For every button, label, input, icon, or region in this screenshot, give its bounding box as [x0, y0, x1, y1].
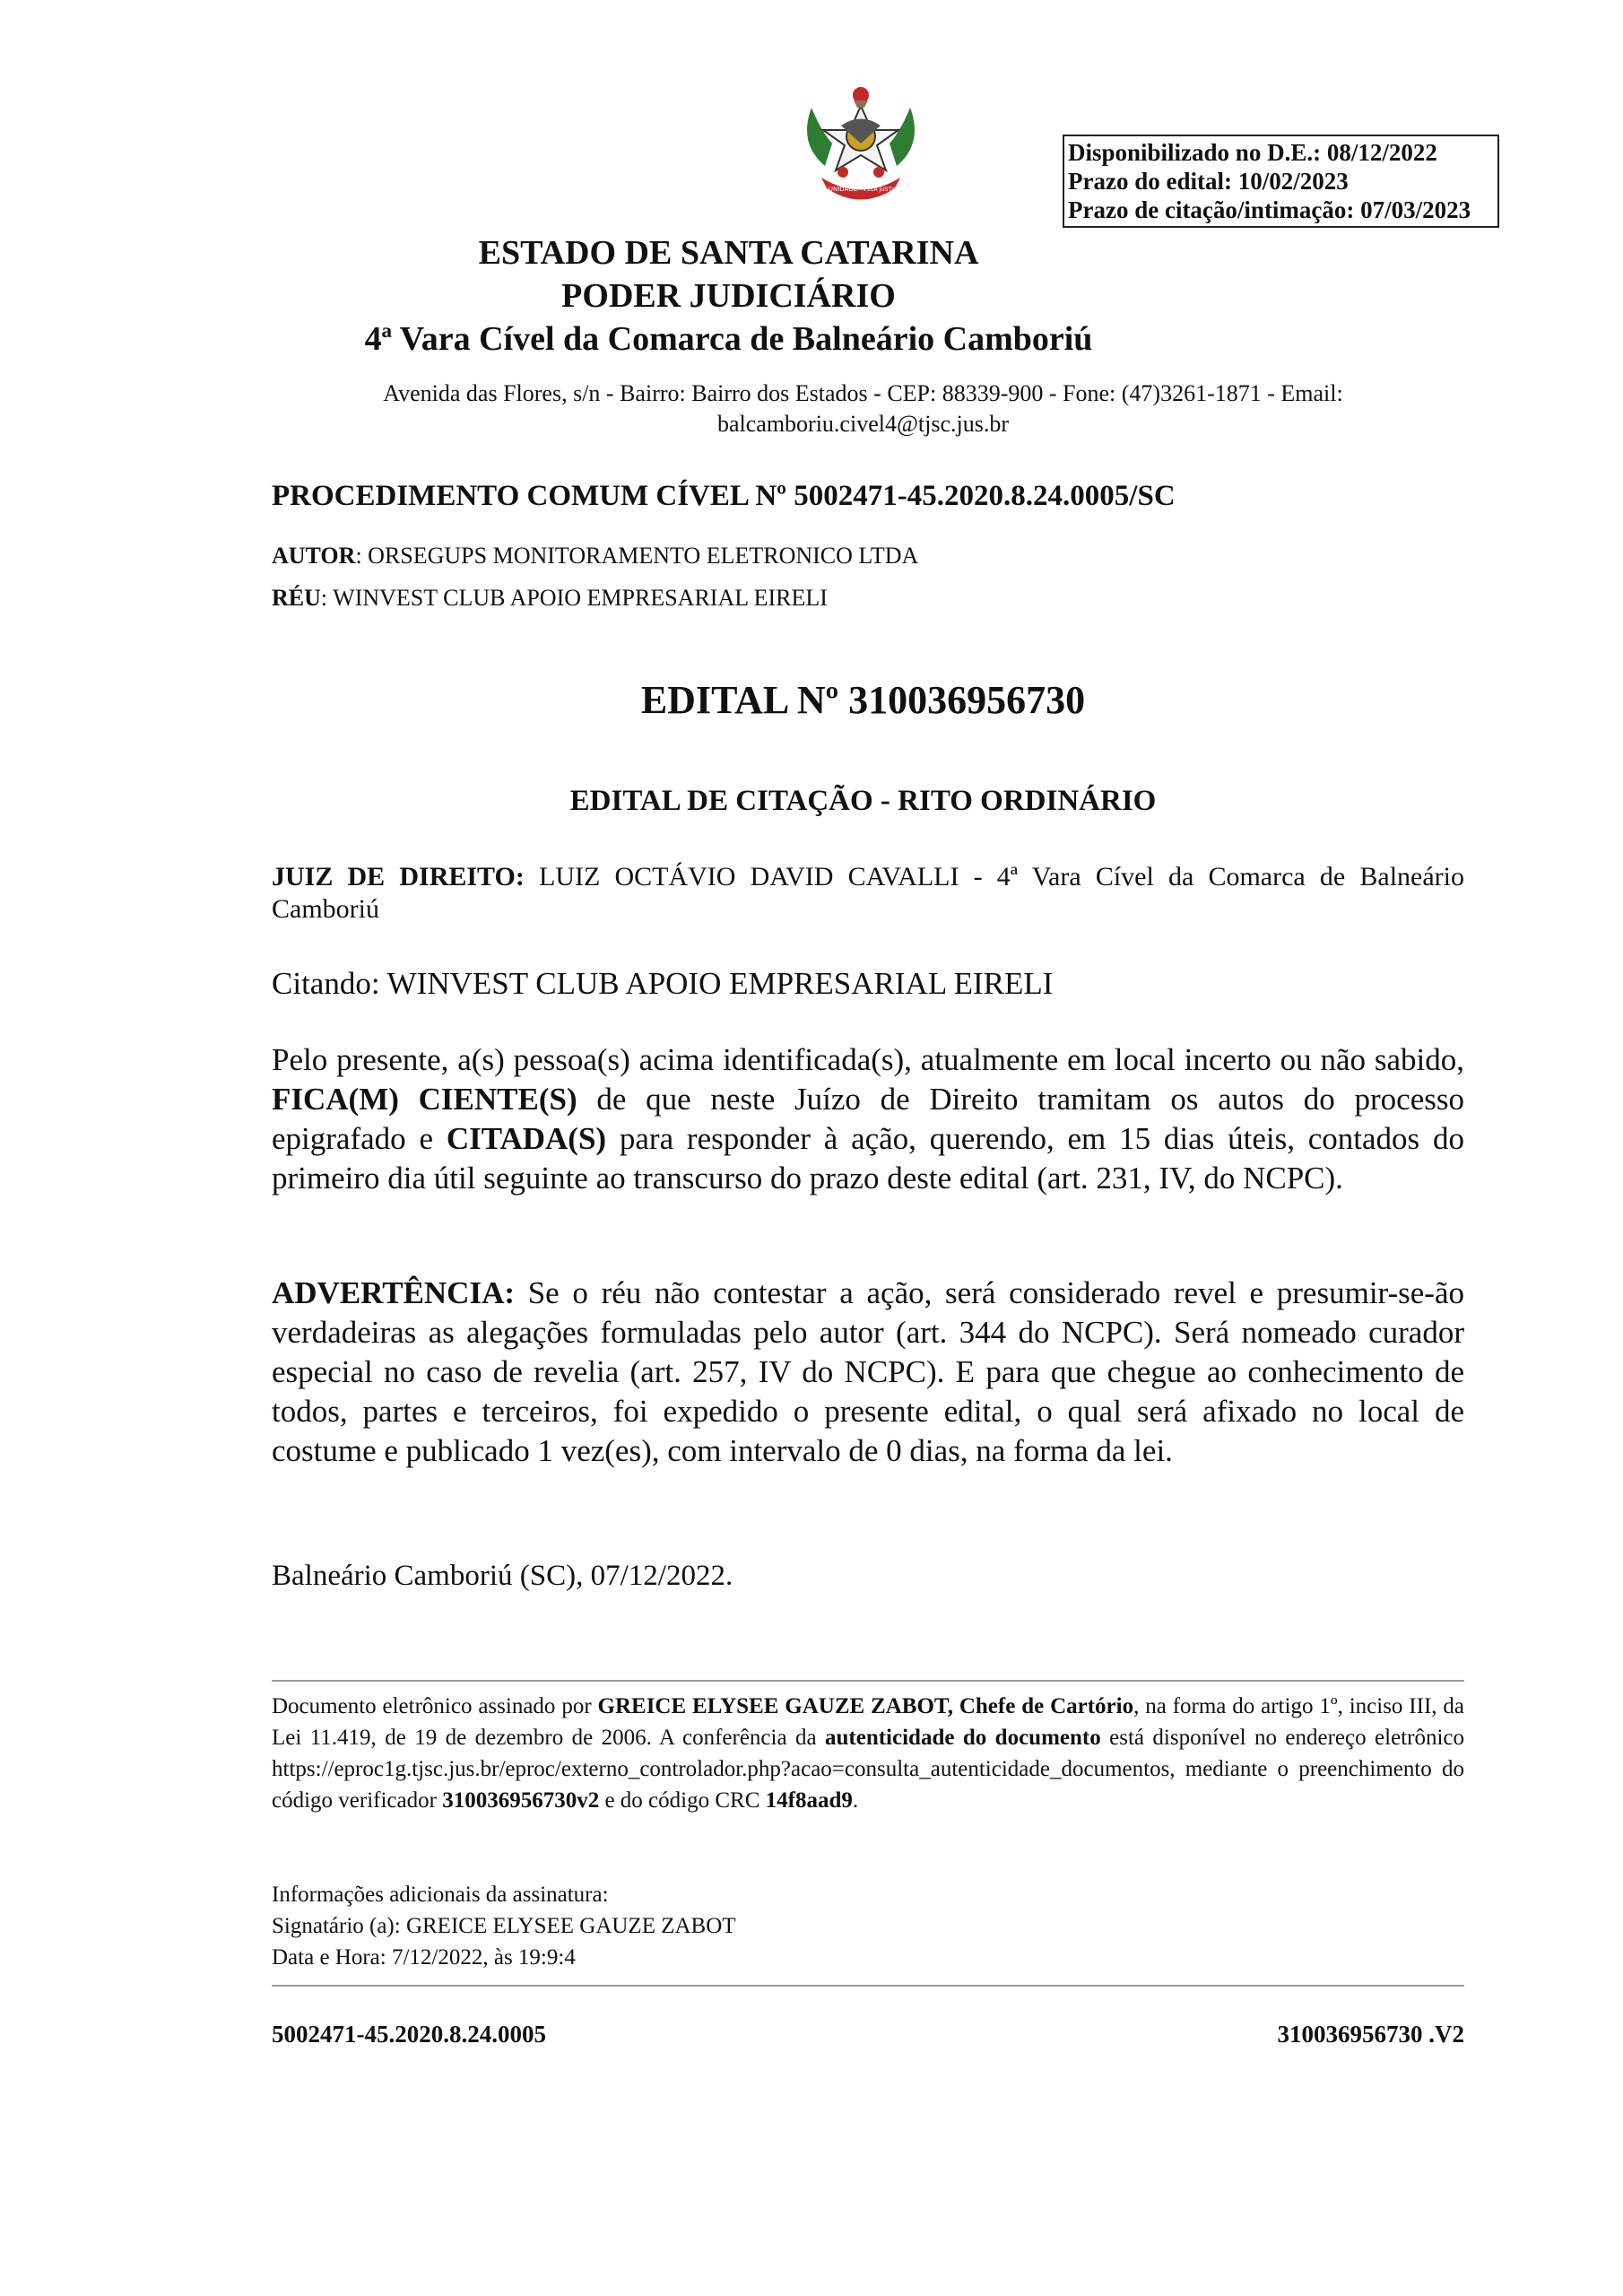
state-name: ESTADO DE SANTA CATARINA: [478, 234, 979, 272]
sig-text-5: .: [852, 1788, 859, 1813]
warning-label: ADVERTÊNCIA:: [272, 1275, 516, 1310]
edital-subtitle: EDITAL DE CITAÇÃO - RITO ORDINÁRIO: [569, 785, 1157, 817]
place-and-date: Balneário Camboriú (SC), 07/12/2022.: [272, 1560, 733, 1592]
judicial-power: PODER JUDICIÁRIO: [561, 277, 896, 315]
court-name: 4ª Vara Cível da Comarca de Balneário Camboriú: [364, 320, 1093, 358]
sig-signatory: Signatário (a): GREICE ELYSEE GAUZE ZABOT: [272, 1914, 736, 1938]
svg-text:UNIDADE: UNIDADE: [828, 186, 858, 193]
sig-text-3: está disponível no endereço eletrônico https://eproc1g.tjsc.jus.br/eproc/externo_controlador.php?acao=consulta_autenticidade_documentos, mediante o preenchimento do código verificador: [272, 1726, 1464, 1813]
divider: [272, 1985, 1464, 1987]
para1-text-3: para responder à ação, querendo, em 15 dias úteis, contados do primeiro dia útil seguinte ao transcurso do prazo deste edital (art. 231, IV, do NCPC).: [272, 1121, 1464, 1196]
sig-text-2: , na forma do artigo 1º, inciso III, da Lei 11.419, de 19 de dezembro de 2006. A conferência da: [272, 1694, 1464, 1750]
citation-paragraph: [272, 1040, 1464, 1198]
judge-label: JUIZ DE DIREITO:: [272, 862, 525, 891]
para1-text-1: Pelo presente, a(s) pessoa(s) acima identificada(s), atualmente em local incerto ou não sabido,: [272, 1042, 1464, 1077]
publication-dates-box: [1063, 135, 1499, 228]
court-address: [269, 378, 1457, 439]
autor-value: : ORSEGUPS MONITORAMENTO ELETRONICO LTDA: [355, 543, 919, 569]
procedure-number: PROCEDIMENTO COMUM CÍVEL Nº 5002471-45.2020.8.24.0005/SC: [272, 480, 1176, 512]
para1-bold-1: FICA(M) CIENTE(S): [272, 1082, 577, 1117]
citation-deadline: Prazo de citação/intimação: 07/03/2023: [1068, 196, 1471, 223]
sig-bold-2: autenticidade do documento: [825, 1726, 1101, 1750]
edital-deadline: Prazo do edital: 10/02/2023: [1068, 168, 1349, 195]
divider: [272, 1680, 1464, 1682]
sig-text-4: e do código CRC: [599, 1788, 766, 1813]
sig-crc-code: 14f8aad9: [765, 1788, 853, 1813]
sig-text-1: Documento eletrônico assinado por: [272, 1694, 598, 1718]
judge-line: [272, 861, 1464, 926]
citando-line: Citando: WINVEST CLUB APOIO EMPRESARIAL EIRELI: [272, 966, 1054, 1001]
signature-extra-info: [272, 1879, 1464, 1973]
reu-value: : WINVEST CLUB APOIO EMPRESARIAL EIRELI: [320, 585, 828, 611]
sig-datetime: Data e Hora: 7/12/2022, às 19:9:4: [272, 1945, 576, 1970]
electronic-signature-notice: [272, 1691, 1464, 1816]
reu-label: RÉU: [272, 585, 321, 611]
address-line-2: balcamboriu.civel4@tjsc.jus.br: [716, 411, 1010, 437]
sig-bold-1: GREICE ELYSEE GAUZE ZABOT, Chefe de Cartório: [597, 1694, 1134, 1718]
coat-of-arms-emblem: [789, 81, 933, 215]
party-defendant: [272, 585, 828, 612]
sig-verifier-code: 310036956730v2: [442, 1788, 600, 1813]
party-plaintiff: [272, 543, 918, 570]
svg-text:PELA JUSTIÇA: PELA JUSTIÇA: [864, 187, 901, 193]
judge-value: LUIZ OCTÁVIO DAVID CAVALLI - 4ª Vara Cível da Comarca de Balneário Camboriú: [272, 862, 1464, 924]
court-header: [269, 231, 1457, 439]
autor-label: AUTOR: [272, 543, 356, 569]
footer-document-id: 310036956730 .V2: [1277, 2021, 1464, 2048]
warning-paragraph: [272, 1274, 1464, 1471]
address-line-1: Avenida das Flores, s/n - Bairro: Bairro dos Estados - CEP: 88339-900 - Fone: (47)3261-1871 - Email:: [383, 380, 1343, 406]
edital-title: EDITAL Nº 310036956730: [640, 678, 1086, 722]
para1-bold-2: CITADA(S): [446, 1121, 607, 1156]
para1-text-2: de que neste Juízo de Direito tramitam os autos do processo epigrafado e: [272, 1082, 1464, 1156]
sig-extra-line-1: Informações adicionais da assinatura:: [272, 1883, 609, 1907]
publication-date: Disponibilizado no D.E.: 08/12/2022: [1068, 139, 1437, 166]
warning-text: Se o réu não contestar a ação, será considerado revel e presumir-se-ão verdadeiras as alegações formuladas pelo autor (art. 344 do NCPC). Será nomeado curador especial no caso de revelia (art. 257, IV do NCPC). E para que chegue ao conhecimento de todos, partes e terceiros, foi expedido o presente edital, o qual será afixado no local de costume e publicado 1 vez(es), com intervalo de 0 dias, na forma da lei.: [272, 1275, 1464, 1468]
footer-process-number: 5002471-45.2020.8.24.0005: [272, 2021, 546, 2048]
